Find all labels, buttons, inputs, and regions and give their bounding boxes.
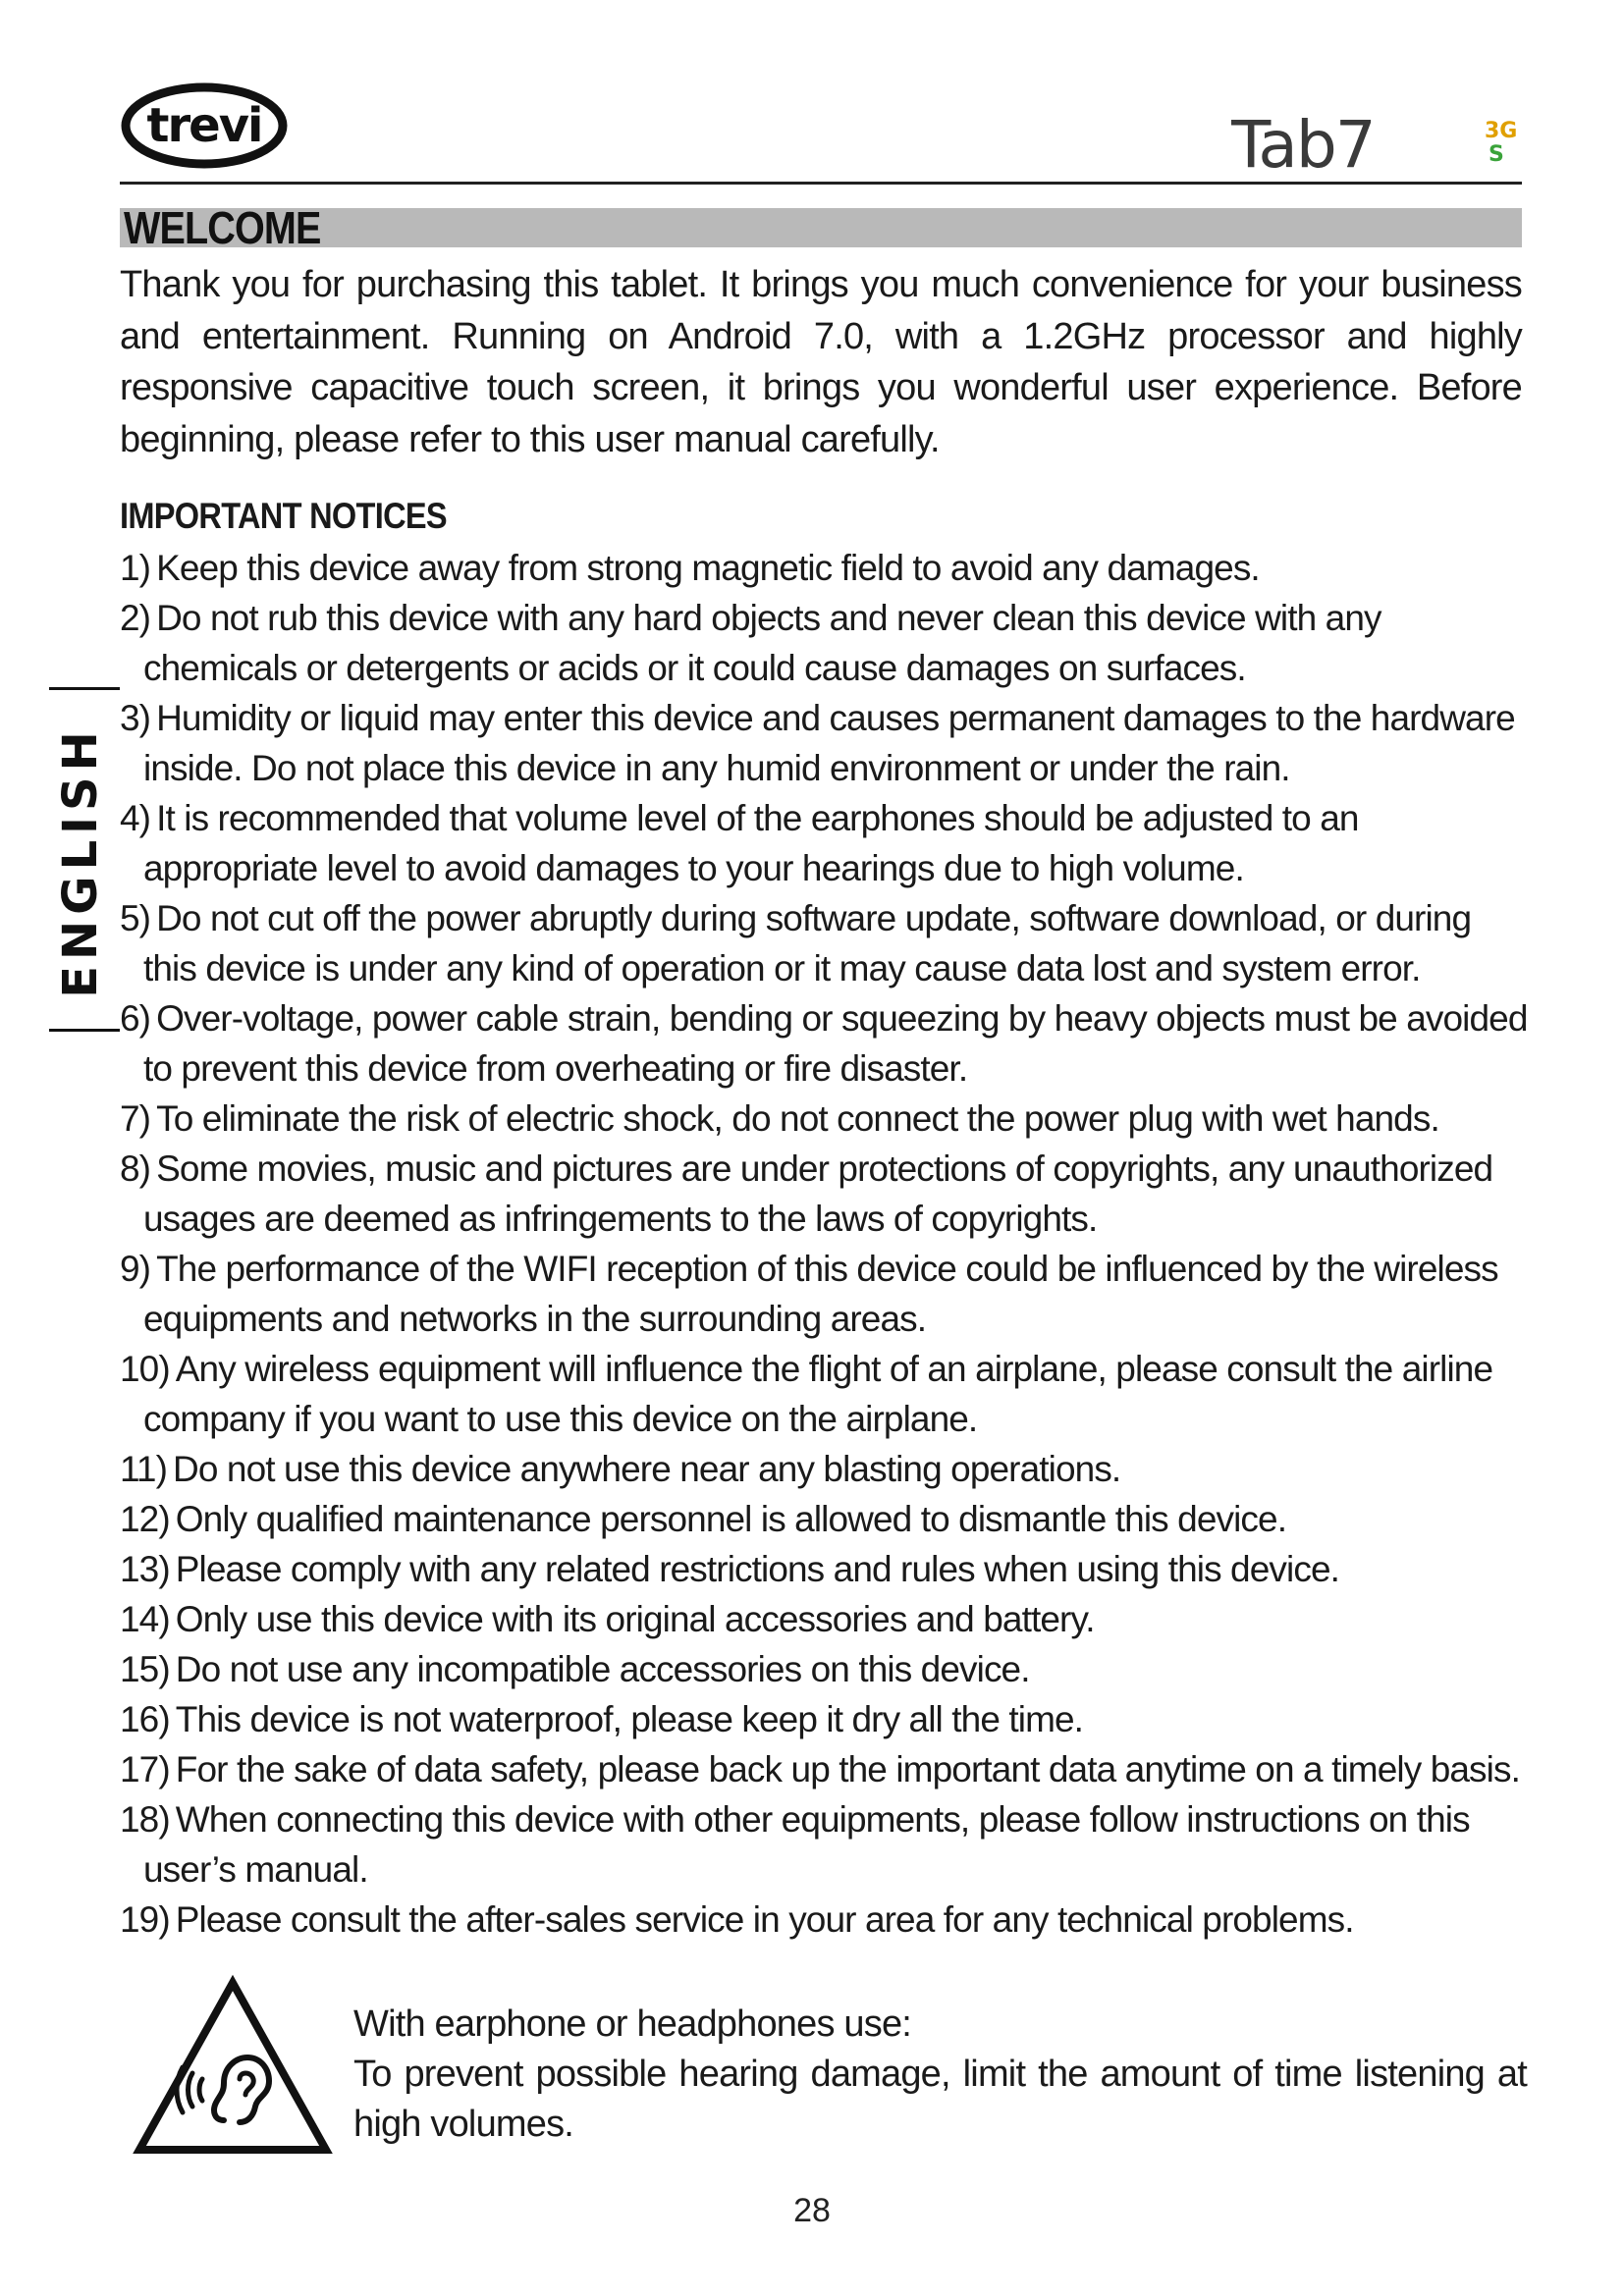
notice-item xyxy=(120,1344,1530,1444)
notice-text: To eliminate the risk of electric shock, do not connect the power plug with wet hands. xyxy=(156,1098,1439,1139)
notice-item xyxy=(120,693,1530,793)
notice-item xyxy=(120,893,1530,993)
header-divider xyxy=(120,182,1522,185)
welcome-title-bar xyxy=(120,208,1522,247)
tab7-logo-badge-3g: 3G xyxy=(1485,119,1518,143)
notice-number: 1) xyxy=(120,548,151,588)
notice-number: 10) xyxy=(120,1349,170,1389)
notice-item xyxy=(120,993,1530,1094)
notice-number: 19) xyxy=(120,1899,170,1940)
notice-number: 16) xyxy=(120,1699,170,1739)
notice-item xyxy=(120,1094,1530,1144)
notice-number: 12) xyxy=(120,1499,170,1539)
notice-text: Do not use any incompatible accessories on this device. xyxy=(175,1649,1030,1689)
trevi-logo-text: trevi xyxy=(146,98,262,153)
notice-text: Some movies, music and pictures are under protections of copyrights, any unauthorized usages are deemed as infringements to the laws of copyrights. xyxy=(143,1148,1493,1239)
notice-item xyxy=(120,543,1530,593)
notice-item xyxy=(120,1444,1530,1494)
tab7-logo xyxy=(1231,110,1526,175)
notice-text: Do not use this device anywhere near any blasting operations. xyxy=(173,1449,1121,1489)
notice-item xyxy=(120,1494,1530,1544)
notice-text: Only use this device with its original accessories and battery. xyxy=(175,1599,1095,1639)
notice-text: Humidity or liquid may enter this device and causes permanent damages to the hardware inside. Do not place this device in any humid environment or under the rain. xyxy=(143,698,1515,788)
notice-number: 15) xyxy=(120,1649,170,1689)
welcome-heading: WELCOME xyxy=(124,202,321,253)
notice-item xyxy=(120,1694,1530,1744)
notice-text: When connecting this device with other equipments, please follow instructions on this user’s manual. xyxy=(143,1799,1470,1890)
notice-item xyxy=(120,1594,1530,1644)
notices-heading: IMPORTANT NOTICES xyxy=(120,496,447,536)
welcome-paragraph: Thank you for purchasing this tablet. It brings you much convenience for your business and entertainment. Running on Android 7.0, with a 1.2GHz processor and highly responsive capacitive touch screen, it brings you wonderful user experience. Before beginning, please refer to this user manual carefully. xyxy=(120,264,1522,460)
notice-text: It is recommended that volume level of the earphones should be adjusted to an appropriate level to avoid damages to your hearings due to high volume. xyxy=(143,798,1359,888)
side-tab-rule-bottom xyxy=(49,1029,120,1032)
notice-number: 9) xyxy=(120,1249,151,1289)
notice-text: The performance of the WIFI reception of this device could be influenced by the wireless equipments and networks in the surrounding areas. xyxy=(143,1249,1498,1339)
side-tab-rule-top xyxy=(49,687,120,690)
notice-item xyxy=(120,1644,1530,1694)
notice-text: Any wireless equipment will influence the flight of an airplane, please consult the airline company if you want to use this device on the airplane. xyxy=(143,1349,1493,1439)
notice-number: 5) xyxy=(120,898,151,938)
notice-number: 3) xyxy=(120,698,151,738)
page-number: 28 xyxy=(793,2192,831,2229)
notice-text: Do not rub this device with any hard objects and never clean this device with any chemicals or detergents or acids or it could cause damages on surfaces. xyxy=(143,598,1381,688)
notice-item xyxy=(120,1794,1530,1895)
notice-item xyxy=(120,1544,1530,1594)
warning-heading: With earphone or headphones use: xyxy=(353,2003,912,2045)
notice-text: This device is not waterproof, please keep it dry all the time. xyxy=(175,1699,1084,1739)
notice-number: 18) xyxy=(120,1799,170,1840)
notice-text: For the sake of data safety, please back up the important data anytime on a timely basis. xyxy=(175,1749,1520,1789)
notice-item xyxy=(120,1144,1530,1244)
language-side-tab: ENGLISH xyxy=(53,725,108,998)
notice-text: Only qualified maintenance personnel is allowed to dismantle this device. xyxy=(175,1499,1287,1539)
notice-number: 8) xyxy=(120,1148,151,1189)
notice-text: Over-voltage, power cable strain, bending or squeezing by heavy objects must be avoided to prevent this device from overheating or fire disaster. xyxy=(143,998,1528,1089)
notice-number: 6) xyxy=(120,998,151,1039)
warning-body: To prevent possible hearing damage, limit the amount of time listening at high volumes. xyxy=(353,2054,1527,2145)
notice-number: 11) xyxy=(120,1449,168,1489)
notice-number: 4) xyxy=(120,798,151,838)
tab7-logo-badge-s: S xyxy=(1489,142,1504,167)
notice-text: Please consult the after-sales service in your area for any technical problems. xyxy=(175,1899,1354,1940)
hearing-warning-icon xyxy=(130,1973,336,2160)
notice-item xyxy=(120,793,1530,893)
notices-list xyxy=(120,543,1530,1945)
notice-item xyxy=(120,1895,1530,1945)
trevi-logo xyxy=(120,80,289,171)
tab7-logo-text: Tab7 xyxy=(1231,110,1375,175)
notice-item xyxy=(120,593,1530,693)
notice-item xyxy=(120,1244,1530,1344)
notice-text: Keep this device away from strong magnetic field to avoid any damages. xyxy=(156,548,1260,588)
hearing-warning-text xyxy=(353,2000,1527,2150)
notice-number: 7) xyxy=(120,1098,151,1139)
notice-text: Do not cut off the power abruptly during software update, software download, or during this device is under any kind of operation or it may cause data lost and system error. xyxy=(143,898,1472,988)
notice-number: 14) xyxy=(120,1599,170,1639)
notice-item xyxy=(120,1744,1530,1794)
notice-number: 13) xyxy=(120,1549,170,1589)
notice-number: 17) xyxy=(120,1749,170,1789)
notice-text: Please comply with any related restrictions and rules when using this device. xyxy=(175,1549,1339,1589)
notice-number: 2) xyxy=(120,598,151,638)
